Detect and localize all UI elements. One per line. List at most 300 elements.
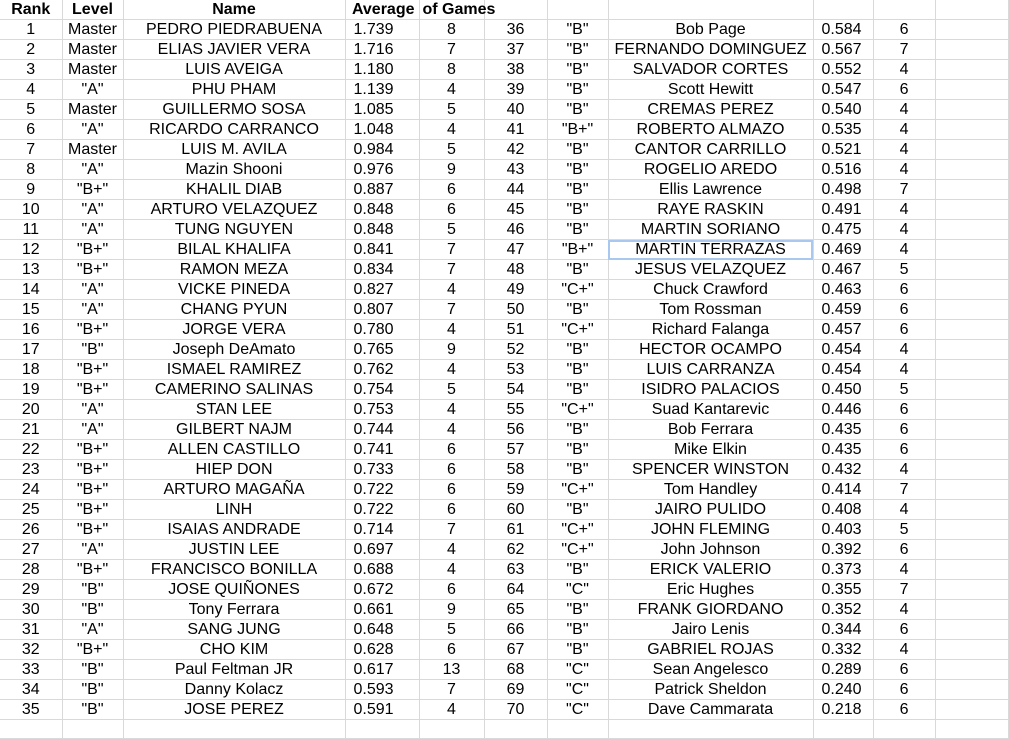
level-cell[interactable]: "A" [62, 200, 123, 220]
empty-cell[interactable] [935, 700, 1008, 720]
level-cell[interactable]: "A" [62, 400, 123, 420]
games-cell[interactable]: 5 [419, 220, 484, 240]
games-cell[interactable]: 6 [873, 420, 935, 440]
average-cell[interactable]: 0.722 [345, 500, 419, 520]
level-cell[interactable]: "A" [62, 540, 123, 560]
rank-cell[interactable]: 32 [0, 640, 62, 660]
rank-cell[interactable]: 6 [0, 120, 62, 140]
name-cell[interactable]: STAN LEE [123, 400, 345, 420]
average-cell[interactable]: 0.722 [345, 480, 419, 500]
level-cell[interactable]: "B" [547, 60, 608, 80]
empty-cell[interactable] [935, 680, 1008, 700]
games-cell[interactable]: 4 [419, 700, 484, 720]
average-cell[interactable]: 0.661 [345, 600, 419, 620]
games-cell[interactable]: 4 [419, 400, 484, 420]
name-cell[interactable]: Tom Rossman [608, 300, 813, 320]
games-cell[interactable]: 5 [419, 140, 484, 160]
name-cell[interactable]: JAIRO PULIDO [608, 500, 813, 520]
average-cell[interactable]: 0.584 [813, 20, 873, 40]
average-cell[interactable]: 0.741 [345, 440, 419, 460]
rank-cell[interactable]: 20 [0, 400, 62, 420]
empty-cell[interactable] [935, 180, 1008, 200]
level-cell[interactable]: "A" [62, 160, 123, 180]
level-cell[interactable]: "B" [547, 260, 608, 280]
name-cell[interactable]: ROGELIO AREDO [608, 160, 813, 180]
name-cell[interactable]: Ellis Lawrence [608, 180, 813, 200]
name-cell[interactable]: Richard Falanga [608, 320, 813, 340]
rank-cell[interactable]: 3 [0, 60, 62, 80]
rank-cell[interactable]: 19 [0, 380, 62, 400]
games-cell[interactable]: 7 [419, 260, 484, 280]
average-cell[interactable]: 0.467 [813, 260, 873, 280]
level-cell[interactable]: "C+" [547, 400, 608, 420]
empty-cell[interactable] [935, 120, 1008, 140]
empty-cell[interactable] [935, 400, 1008, 420]
empty-cell[interactable] [935, 80, 1008, 100]
level-cell[interactable]: "C" [547, 580, 608, 600]
name-cell[interactable]: Dave Cammarata [608, 700, 813, 720]
empty-cell[interactable] [935, 380, 1008, 400]
games-cell[interactable]: 4 [873, 120, 935, 140]
level-cell[interactable]: "B" [62, 660, 123, 680]
games-cell[interactable]: 5 [419, 620, 484, 640]
name-cell[interactable]: ISMAEL RAMIREZ [123, 360, 345, 380]
level-cell[interactable]: "B+" [62, 380, 123, 400]
rank-cell[interactable]: 24 [0, 480, 62, 500]
level-cell[interactable]: "B+" [62, 180, 123, 200]
games-cell[interactable]: 7 [873, 180, 935, 200]
name-cell[interactable]: PEDRO PIEDRABUENA [123, 20, 345, 40]
average-cell[interactable]: 1.180 [345, 60, 419, 80]
games-cell[interactable]: 5 [873, 380, 935, 400]
average-cell[interactable]: 0.516 [813, 160, 873, 180]
games-cell[interactable]: 4 [873, 640, 935, 660]
level-cell[interactable]: "B" [547, 200, 608, 220]
average-cell[interactable]: 0.289 [813, 660, 873, 680]
level-cell[interactable]: "B+" [62, 460, 123, 480]
average-cell[interactable]: 0.403 [813, 520, 873, 540]
games-cell[interactable]: 4 [873, 560, 935, 580]
level-cell[interactable]: "B+" [62, 640, 123, 660]
games-cell[interactable]: 4 [873, 460, 935, 480]
games-cell[interactable]: 4 [873, 500, 935, 520]
rank-cell[interactable]: 42 [484, 140, 547, 160]
rank-cell[interactable]: 35 [0, 700, 62, 720]
games-cell[interactable]: 9 [419, 600, 484, 620]
average-cell[interactable]: 0.848 [345, 200, 419, 220]
name-cell[interactable]: Mazin Shooni [123, 160, 345, 180]
empty-cell[interactable] [935, 280, 1008, 300]
rank-cell[interactable]: 49 [484, 280, 547, 300]
rank-cell[interactable]: 5 [0, 100, 62, 120]
name-cell[interactable]: JOSE PEREZ [123, 700, 345, 720]
level-cell[interactable]: Master [62, 140, 123, 160]
name-cell[interactable]: KHALIL DIAB [123, 180, 345, 200]
level-cell[interactable]: "B+" [62, 480, 123, 500]
rank-cell[interactable]: 10 [0, 200, 62, 220]
empty-cell[interactable] [484, 720, 547, 739]
name-cell[interactable]: RICARDO CARRANCO [123, 120, 345, 140]
average-cell[interactable]: 0.984 [345, 140, 419, 160]
average-cell[interactable]: 0.617 [345, 660, 419, 680]
header-empty-cell[interactable] [608, 0, 813, 20]
rank-cell[interactable]: 60 [484, 500, 547, 520]
rank-cell[interactable]: 59 [484, 480, 547, 500]
average-cell[interactable]: 0.628 [345, 640, 419, 660]
games-cell[interactable]: 6 [419, 580, 484, 600]
level-cell[interactable]: "B" [547, 160, 608, 180]
games-cell[interactable]: 6 [873, 320, 935, 340]
average-cell[interactable]: 0.540 [813, 100, 873, 120]
rank-cell[interactable]: 9 [0, 180, 62, 200]
average-cell[interactable]: 0.218 [813, 700, 873, 720]
name-cell[interactable]: ARTURO VELAZQUEZ [123, 200, 345, 220]
rank-cell[interactable]: 64 [484, 580, 547, 600]
level-cell[interactable]: Master [62, 20, 123, 40]
rank-cell[interactable]: 70 [484, 700, 547, 720]
name-cell[interactable]: Patrick Sheldon [608, 680, 813, 700]
level-cell[interactable]: "C" [547, 680, 608, 700]
level-cell[interactable]: "A" [62, 120, 123, 140]
empty-cell[interactable] [935, 660, 1008, 680]
level-cell[interactable]: "C+" [547, 280, 608, 300]
empty-cell[interactable] [935, 140, 1008, 160]
empty-cell[interactable] [123, 720, 345, 739]
average-cell[interactable]: 0.240 [813, 680, 873, 700]
rank-cell[interactable]: 61 [484, 520, 547, 540]
games-cell[interactable]: 6 [873, 300, 935, 320]
header-empty-cell[interactable] [547, 0, 608, 20]
rank-cell[interactable]: 11 [0, 220, 62, 240]
games-cell[interactable]: 6 [873, 700, 935, 720]
level-cell[interactable]: "B+" [62, 500, 123, 520]
average-cell[interactable]: 0.535 [813, 120, 873, 140]
name-cell[interactable]: HECTOR OCAMPO [608, 340, 813, 360]
average-cell[interactable]: 0.714 [345, 520, 419, 540]
games-cell[interactable]: 4 [419, 560, 484, 580]
average-cell[interactable]: 0.498 [813, 180, 873, 200]
level-cell[interactable]: "B" [547, 600, 608, 620]
games-cell[interactable]: 8 [419, 20, 484, 40]
name-cell[interactable]: Tom Handley [608, 480, 813, 500]
empty-cell[interactable] [419, 720, 484, 739]
name-cell[interactable]: GILBERT NAJM [123, 420, 345, 440]
average-cell[interactable]: 0.744 [345, 420, 419, 440]
average-cell[interactable]: 0.408 [813, 500, 873, 520]
rank-cell[interactable]: 37 [484, 40, 547, 60]
games-cell[interactable]: 7 [419, 680, 484, 700]
rank-cell[interactable]: 41 [484, 120, 547, 140]
games-cell[interactable]: 4 [873, 340, 935, 360]
name-cell[interactable]: LUIS M. AVILA [123, 140, 345, 160]
level-cell[interactable]: "B+" [62, 320, 123, 340]
rank-cell[interactable]: 23 [0, 460, 62, 480]
rank-cell[interactable]: 26 [0, 520, 62, 540]
level-cell[interactable]: Master [62, 100, 123, 120]
header-empty-cell[interactable] [935, 0, 1008, 20]
rank-cell[interactable]: 18 [0, 360, 62, 380]
average-cell[interactable]: 1.739 [345, 20, 419, 40]
level-cell[interactable]: "B" [547, 640, 608, 660]
rank-cell[interactable]: 57 [484, 440, 547, 460]
games-cell[interactable]: 8 [419, 60, 484, 80]
empty-cell[interactable] [935, 220, 1008, 240]
rank-cell[interactable]: 62 [484, 540, 547, 560]
level-cell[interactable]: "C" [547, 700, 608, 720]
rank-cell[interactable]: 47 [484, 240, 547, 260]
level-cell[interactable]: "B" [547, 620, 608, 640]
level-cell[interactable]: Master [62, 40, 123, 60]
name-cell[interactable]: Scott Hewitt [608, 80, 813, 100]
games-cell[interactable]: 7 [419, 240, 484, 260]
empty-cell[interactable] [935, 500, 1008, 520]
name-cell[interactable]: CANTOR CARRILLO [608, 140, 813, 160]
games-cell[interactable]: 6 [419, 500, 484, 520]
empty-cell[interactable] [935, 580, 1008, 600]
games-cell[interactable]: 6 [419, 460, 484, 480]
games-cell[interactable]: 4 [419, 80, 484, 100]
rank-cell[interactable]: 40 [484, 100, 547, 120]
level-cell[interactable]: "A" [62, 80, 123, 100]
rank-cell[interactable]: 22 [0, 440, 62, 460]
games-cell[interactable]: 7 [419, 300, 484, 320]
average-cell[interactable]: 0.459 [813, 300, 873, 320]
empty-cell[interactable] [935, 340, 1008, 360]
average-cell[interactable]: 0.373 [813, 560, 873, 580]
level-cell[interactable]: "C+" [547, 480, 608, 500]
empty-cell[interactable] [935, 520, 1008, 540]
games-cell[interactable]: 6 [873, 540, 935, 560]
name-cell[interactable]: CAMERINO SALINAS [123, 380, 345, 400]
empty-cell[interactable] [608, 720, 813, 739]
name-cell[interactable]: Danny Kolacz [123, 680, 345, 700]
level-cell[interactable]: "A" [62, 280, 123, 300]
average-cell[interactable]: 1.716 [345, 40, 419, 60]
empty-cell[interactable] [345, 720, 419, 739]
name-cell[interactable]: Eric Hughes [608, 580, 813, 600]
empty-cell[interactable] [935, 560, 1008, 580]
average-cell[interactable]: 1.139 [345, 80, 419, 100]
average-cell[interactable]: 0.827 [345, 280, 419, 300]
level-cell[interactable]: "B" [62, 680, 123, 700]
average-cell[interactable]: 0.446 [813, 400, 873, 420]
name-cell[interactable]: JUSTIN LEE [123, 540, 345, 560]
average-cell[interactable]: 0.688 [345, 560, 419, 580]
rank-cell[interactable]: 33 [0, 660, 62, 680]
games-cell[interactable]: 5 [873, 260, 935, 280]
average-cell[interactable]: 0.355 [813, 580, 873, 600]
name-cell[interactable]: FERNANDO DOMINGUEZ [608, 40, 813, 60]
name-cell[interactable]: SPENCER WINSTON [608, 460, 813, 480]
rank-cell[interactable]: 34 [0, 680, 62, 700]
empty-cell[interactable] [935, 260, 1008, 280]
name-cell[interactable]: JESUS VELAZQUEZ [608, 260, 813, 280]
games-cell[interactable]: 4 [419, 120, 484, 140]
rank-cell[interactable]: 17 [0, 340, 62, 360]
games-cell[interactable]: 4 [419, 360, 484, 380]
empty-cell[interactable] [935, 540, 1008, 560]
name-cell[interactable]: RAMON MEZA [123, 260, 345, 280]
average-cell[interactable]: 0.733 [345, 460, 419, 480]
games-cell[interactable]: 4 [873, 60, 935, 80]
name-cell[interactable]: ISAIAS ANDRADE [123, 520, 345, 540]
rank-cell[interactable]: 30 [0, 600, 62, 620]
games-cell[interactable]: 6 [873, 280, 935, 300]
empty-cell[interactable] [935, 40, 1008, 60]
average-cell[interactable]: 0.648 [345, 620, 419, 640]
level-cell[interactable]: "B" [547, 100, 608, 120]
level-cell[interactable]: "B" [547, 460, 608, 480]
empty-cell[interactable] [0, 720, 62, 739]
empty-cell[interactable] [935, 160, 1008, 180]
games-cell[interactable]: 4 [873, 360, 935, 380]
level-cell[interactable]: "B" [62, 600, 123, 620]
average-cell[interactable]: 0.491 [813, 200, 873, 220]
name-cell[interactable]: CHO KIM [123, 640, 345, 660]
header-rank[interactable]: Rank [0, 0, 62, 20]
level-cell[interactable]: "B+" [62, 240, 123, 260]
average-cell[interactable]: 0.469 [813, 240, 873, 260]
header-name[interactable]: Name [123, 0, 345, 20]
empty-cell[interactable] [935, 640, 1008, 660]
header-empty-cell[interactable] [813, 0, 873, 20]
level-cell[interactable]: "B" [547, 80, 608, 100]
empty-cell[interactable] [873, 720, 935, 739]
name-cell[interactable]: Suad Kantarevic [608, 400, 813, 420]
empty-cell[interactable] [935, 240, 1008, 260]
level-cell[interactable]: "A" [62, 620, 123, 640]
level-cell[interactable]: "B" [547, 360, 608, 380]
name-cell[interactable]: Bob Ferrara [608, 420, 813, 440]
rank-cell[interactable]: 44 [484, 180, 547, 200]
name-cell[interactable]: ERICK VALERIO [608, 560, 813, 580]
name-cell[interactable]: ALLEN CASTILLO [123, 440, 345, 460]
games-cell[interactable]: 6 [419, 200, 484, 220]
level-cell[interactable]: "B" [547, 40, 608, 60]
rank-cell[interactable]: 56 [484, 420, 547, 440]
name-cell[interactable]: FRANK GIORDANO [608, 600, 813, 620]
average-cell[interactable]: 0.848 [345, 220, 419, 240]
games-cell[interactable]: 9 [419, 160, 484, 180]
games-cell[interactable]: 6 [419, 640, 484, 660]
rank-cell[interactable]: 67 [484, 640, 547, 660]
name-cell[interactable]: FRANCISCO BONILLA [123, 560, 345, 580]
name-cell[interactable]: CREMAS PEREZ [608, 100, 813, 120]
name-cell[interactable]: Jairo Lenis [608, 620, 813, 640]
games-cell[interactable]: 6 [873, 660, 935, 680]
empty-cell[interactable] [813, 720, 873, 739]
level-cell[interactable]: "B" [547, 380, 608, 400]
empty-cell[interactable] [935, 360, 1008, 380]
rank-cell[interactable]: 7 [0, 140, 62, 160]
average-cell[interactable]: 0.435 [813, 420, 873, 440]
level-cell[interactable]: "B+" [547, 120, 608, 140]
rank-cell[interactable]: 27 [0, 540, 62, 560]
average-cell[interactable]: 0.457 [813, 320, 873, 340]
name-cell[interactable]: TUNG NGUYEN [123, 220, 345, 240]
average-cell[interactable]: 0.762 [345, 360, 419, 380]
average-cell[interactable]: 1.048 [345, 120, 419, 140]
name-cell[interactable]: LUIS AVEIGA [123, 60, 345, 80]
rank-cell[interactable]: 50 [484, 300, 547, 320]
level-cell[interactable]: "B" [547, 140, 608, 160]
average-cell[interactable]: 0.834 [345, 260, 419, 280]
average-cell[interactable]: 0.887 [345, 180, 419, 200]
games-cell[interactable]: 4 [873, 200, 935, 220]
games-cell[interactable]: 9 [419, 340, 484, 360]
level-cell[interactable]: "B+" [62, 260, 123, 280]
name-cell[interactable]: Mike Elkin [608, 440, 813, 460]
games-cell[interactable]: 7 [873, 580, 935, 600]
games-cell[interactable]: 6 [419, 480, 484, 500]
games-cell[interactable]: 6 [873, 80, 935, 100]
rank-cell[interactable]: 46 [484, 220, 547, 240]
empty-cell[interactable] [547, 720, 608, 739]
rank-cell[interactable]: 58 [484, 460, 547, 480]
name-cell[interactable]: ELIAS JAVIER VERA [123, 40, 345, 60]
average-cell[interactable]: 0.352 [813, 600, 873, 620]
rank-cell[interactable]: 14 [0, 280, 62, 300]
rank-cell[interactable]: 39 [484, 80, 547, 100]
average-cell[interactable]: 0.332 [813, 640, 873, 660]
rank-cell[interactable]: 68 [484, 660, 547, 680]
average-cell[interactable]: 0.547 [813, 80, 873, 100]
name-cell[interactable]: ROBERTO ALMAZO [608, 120, 813, 140]
games-cell[interactable]: 4 [419, 540, 484, 560]
name-cell[interactable]: JOHN FLEMING [608, 520, 813, 540]
rank-cell[interactable]: 8 [0, 160, 62, 180]
level-cell[interactable]: "B" [547, 340, 608, 360]
games-cell[interactable]: 4 [873, 220, 935, 240]
header-empty-cell[interactable] [873, 0, 935, 20]
empty-cell[interactable] [935, 320, 1008, 340]
games-cell[interactable]: 6 [419, 180, 484, 200]
rank-cell[interactable]: 25 [0, 500, 62, 520]
name-cell[interactable]: PHU PHAM [123, 80, 345, 100]
games-cell[interactable]: 7 [419, 40, 484, 60]
level-cell[interactable]: "B" [547, 20, 608, 40]
empty-cell[interactable] [935, 60, 1008, 80]
rank-cell[interactable]: 53 [484, 360, 547, 380]
games-cell[interactable]: 7 [873, 480, 935, 500]
rank-cell[interactable]: 16 [0, 320, 62, 340]
games-cell[interactable]: 4 [873, 600, 935, 620]
level-cell[interactable]: "B" [547, 420, 608, 440]
rank-cell[interactable]: 36 [484, 20, 547, 40]
average-cell[interactable]: 0.432 [813, 460, 873, 480]
empty-cell[interactable] [935, 300, 1008, 320]
games-cell[interactable]: 7 [419, 520, 484, 540]
average-cell[interactable]: 0.392 [813, 540, 873, 560]
level-cell[interactable]: "B" [62, 580, 123, 600]
games-cell[interactable]: 6 [873, 680, 935, 700]
level-cell[interactable]: "B+" [547, 240, 608, 260]
name-cell[interactable]: LUIS CARRANZA [608, 360, 813, 380]
rank-cell[interactable]: 28 [0, 560, 62, 580]
games-cell[interactable]: 6 [873, 620, 935, 640]
rank-cell[interactable]: 29 [0, 580, 62, 600]
rank-cell[interactable]: 12 [0, 240, 62, 260]
rank-cell[interactable]: 51 [484, 320, 547, 340]
rank-cell[interactable]: 13 [0, 260, 62, 280]
average-cell[interactable]: 0.435 [813, 440, 873, 460]
empty-cell[interactable] [935, 480, 1008, 500]
average-cell[interactable]: 0.591 [345, 700, 419, 720]
average-cell[interactable]: 0.567 [813, 40, 873, 60]
name-cell[interactable]: ARTURO MAGAÑA [123, 480, 345, 500]
level-cell[interactable]: "A" [62, 220, 123, 240]
average-cell[interactable]: 0.672 [345, 580, 419, 600]
